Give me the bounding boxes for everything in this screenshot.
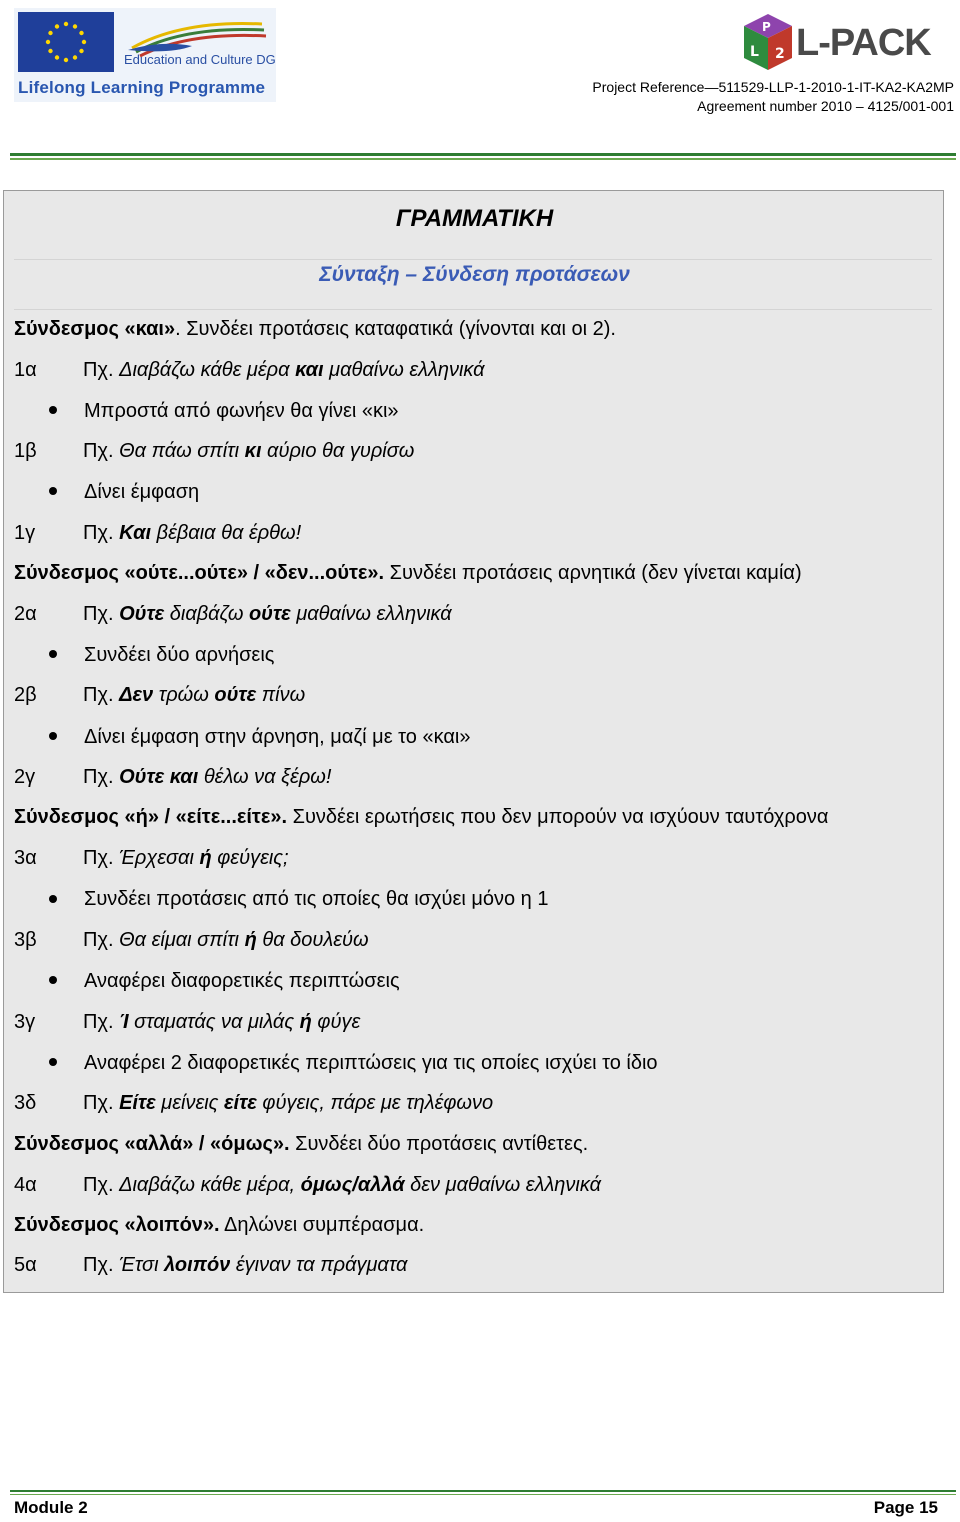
example-number: 1γ bbox=[14, 522, 36, 544]
footer-rule-thin bbox=[10, 1494, 956, 1495]
svg-text:P: P bbox=[762, 20, 771, 34]
bullet-icon bbox=[49, 406, 57, 414]
example-number: 4α bbox=[14, 1174, 37, 1196]
example-sentence: Πχ. Διαβάζω κάθε μέρα και μαθαίνω ελληνικά bbox=[83, 359, 485, 381]
page-number: Page 15 bbox=[873, 1498, 938, 1517]
header-rule bbox=[10, 153, 956, 156]
page-header bbox=[0, 0, 960, 170]
bullet-note: Δίνει έμφαση στην άρνηση, μαζί με το «και» bbox=[84, 726, 471, 748]
example-number: 2γ bbox=[14, 766, 36, 788]
example-number: 3β bbox=[14, 929, 37, 951]
conjunction-desc: Συνδέει ερωτήσεις που δεν μπορούν να ισχύουν ταυτόχρονα bbox=[287, 806, 829, 828]
example-sentence: Πχ. Έτσι λοιπόν έγιναν τα πράγματα bbox=[83, 1254, 408, 1276]
bullet-icon bbox=[49, 650, 57, 658]
bullet-icon bbox=[49, 1058, 57, 1066]
eu-flag-icon bbox=[18, 12, 114, 72]
bullet-note: Συνδέει δύο αρνήσεις bbox=[84, 644, 275, 666]
agreement-number: Agreement number 2010 – 4125/001-001 bbox=[697, 98, 954, 114]
conjunction-heading bbox=[14, 804, 828, 830]
example-sentence: Πχ. Δεν τρώω ούτε πίνω bbox=[83, 684, 306, 706]
conjunction-name: Σύνδεσμος «και» bbox=[14, 318, 176, 340]
example-sentence: Πχ. Είτε μείνεις είτε φύγεις, πάρε με τηλέφωνο bbox=[83, 1092, 494, 1114]
divider bbox=[14, 259, 932, 260]
example-number: 3δ bbox=[14, 1092, 37, 1114]
example-number: 1β bbox=[14, 440, 37, 462]
example-number: 5α bbox=[14, 1254, 37, 1276]
conjunction-name: Σύνδεσμος «αλλά» / «όμως». bbox=[14, 1133, 290, 1155]
example-number: 3α bbox=[14, 847, 37, 869]
bullet-icon bbox=[49, 487, 57, 495]
example-sentence: Πχ. Θα είμαι σπίτι ή θα δουλεύω bbox=[83, 929, 369, 951]
lpack-logo bbox=[738, 12, 944, 76]
example-sentence: Πχ. Έρχεσαι ή φεύγεις; bbox=[83, 847, 289, 869]
conjunction-heading bbox=[14, 560, 802, 586]
bullet-note: Μπροστά από φωνήεν θα γίνει «κι» bbox=[84, 400, 399, 422]
conjunction-name: Σύνδεσμος «λοιπόν». bbox=[14, 1214, 220, 1236]
conjunction-desc: Συνδέει δύο προτάσεις αντίθετες. bbox=[289, 1133, 589, 1155]
conjunction-name: Σύνδεσμος «ούτε...ούτε» / «δεν...ούτε». bbox=[14, 562, 385, 584]
bullet-note: Συνδέει προτάσεις από τις οποίες θα ισχύει μόνο η 1 bbox=[84, 888, 549, 910]
conjunction-desc: . Συνδέει προτάσεις καταφατικά (γίνονται και οι 2). bbox=[175, 318, 616, 340]
example-sentence: Πχ. Διαβάζω κάθε μέρα, όμως/αλλά δεν μαθαίνω ελληνικά bbox=[83, 1174, 601, 1196]
bullet-note: Αναφέρει 2 διαφορετικές περιπτώσεις για τις οποίες ισχύει το ίδιο bbox=[84, 1052, 658, 1074]
bullet-note: Αναφέρει διαφορετικές περιπτώσεις bbox=[84, 970, 400, 992]
example-sentence: Πχ. Ούτε και θέλω να ξέρω! bbox=[83, 766, 332, 788]
conjunction-desc: Δηλώνει συμπέρασμα. bbox=[219, 1214, 425, 1236]
bullet-icon bbox=[49, 895, 57, 903]
brand-name: L-PACK bbox=[796, 22, 931, 64]
module-label: Module 2 bbox=[14, 1498, 88, 1517]
conjunction-name: Σύνδεσμος «ή» / «είτε...είτε». bbox=[14, 806, 288, 828]
llp-label: Lifelong Learning Programme bbox=[18, 78, 266, 97]
example-sentence: Πχ. Θα πάω σπίτι κι αύριο θα γυρίσω bbox=[83, 440, 415, 462]
example-number: 2β bbox=[14, 684, 37, 706]
eu-llp-logo bbox=[14, 8, 276, 102]
project-reference: Project Reference—511529-LLP-1-2010-1-IT-KA2-KA2MP bbox=[592, 79, 954, 95]
example-number: 2α bbox=[14, 603, 37, 625]
example-number: 3γ bbox=[14, 1011, 36, 1033]
example-sentence: Πχ. Ούτε διαβάζω ούτε μαθαίνω ελληνικά bbox=[83, 603, 452, 625]
bullet-note: Δίνει έμφαση bbox=[84, 481, 200, 503]
example-sentence: Πχ. Ί σταματάς να μιλάς ή φύγε bbox=[83, 1011, 361, 1033]
conjunction-heading bbox=[14, 316, 616, 342]
conjunction-heading bbox=[14, 1131, 588, 1157]
project-reference-block bbox=[592, 78, 954, 116]
page-title: ΓΡΑΜΜΑΤΙΚΗ bbox=[395, 205, 554, 232]
svg-text:L: L bbox=[750, 44, 759, 60]
divider bbox=[14, 309, 932, 310]
cube-icon bbox=[738, 12, 798, 74]
svg-text:2: 2 bbox=[775, 46, 785, 62]
conjunction-desc: Συνδέει προτάσεις αρνητικά (δεν γίνεται καμία) bbox=[384, 562, 802, 584]
eu-dg-label: Education and Culture DG bbox=[124, 52, 276, 67]
header-rule-thin bbox=[10, 158, 956, 160]
example-number: 1α bbox=[14, 359, 37, 381]
bullet-icon bbox=[49, 732, 57, 740]
grammar-box bbox=[3, 190, 944, 1293]
conjunction-heading bbox=[14, 1212, 424, 1238]
section-subtitle: Σύνταξη – Σύνδεση προτάσεων bbox=[319, 263, 630, 286]
footer-rule bbox=[10, 1490, 956, 1492]
example-sentence: Πχ. Και βέβαια θα έρθω! bbox=[83, 522, 302, 544]
bullet-icon bbox=[49, 976, 57, 984]
